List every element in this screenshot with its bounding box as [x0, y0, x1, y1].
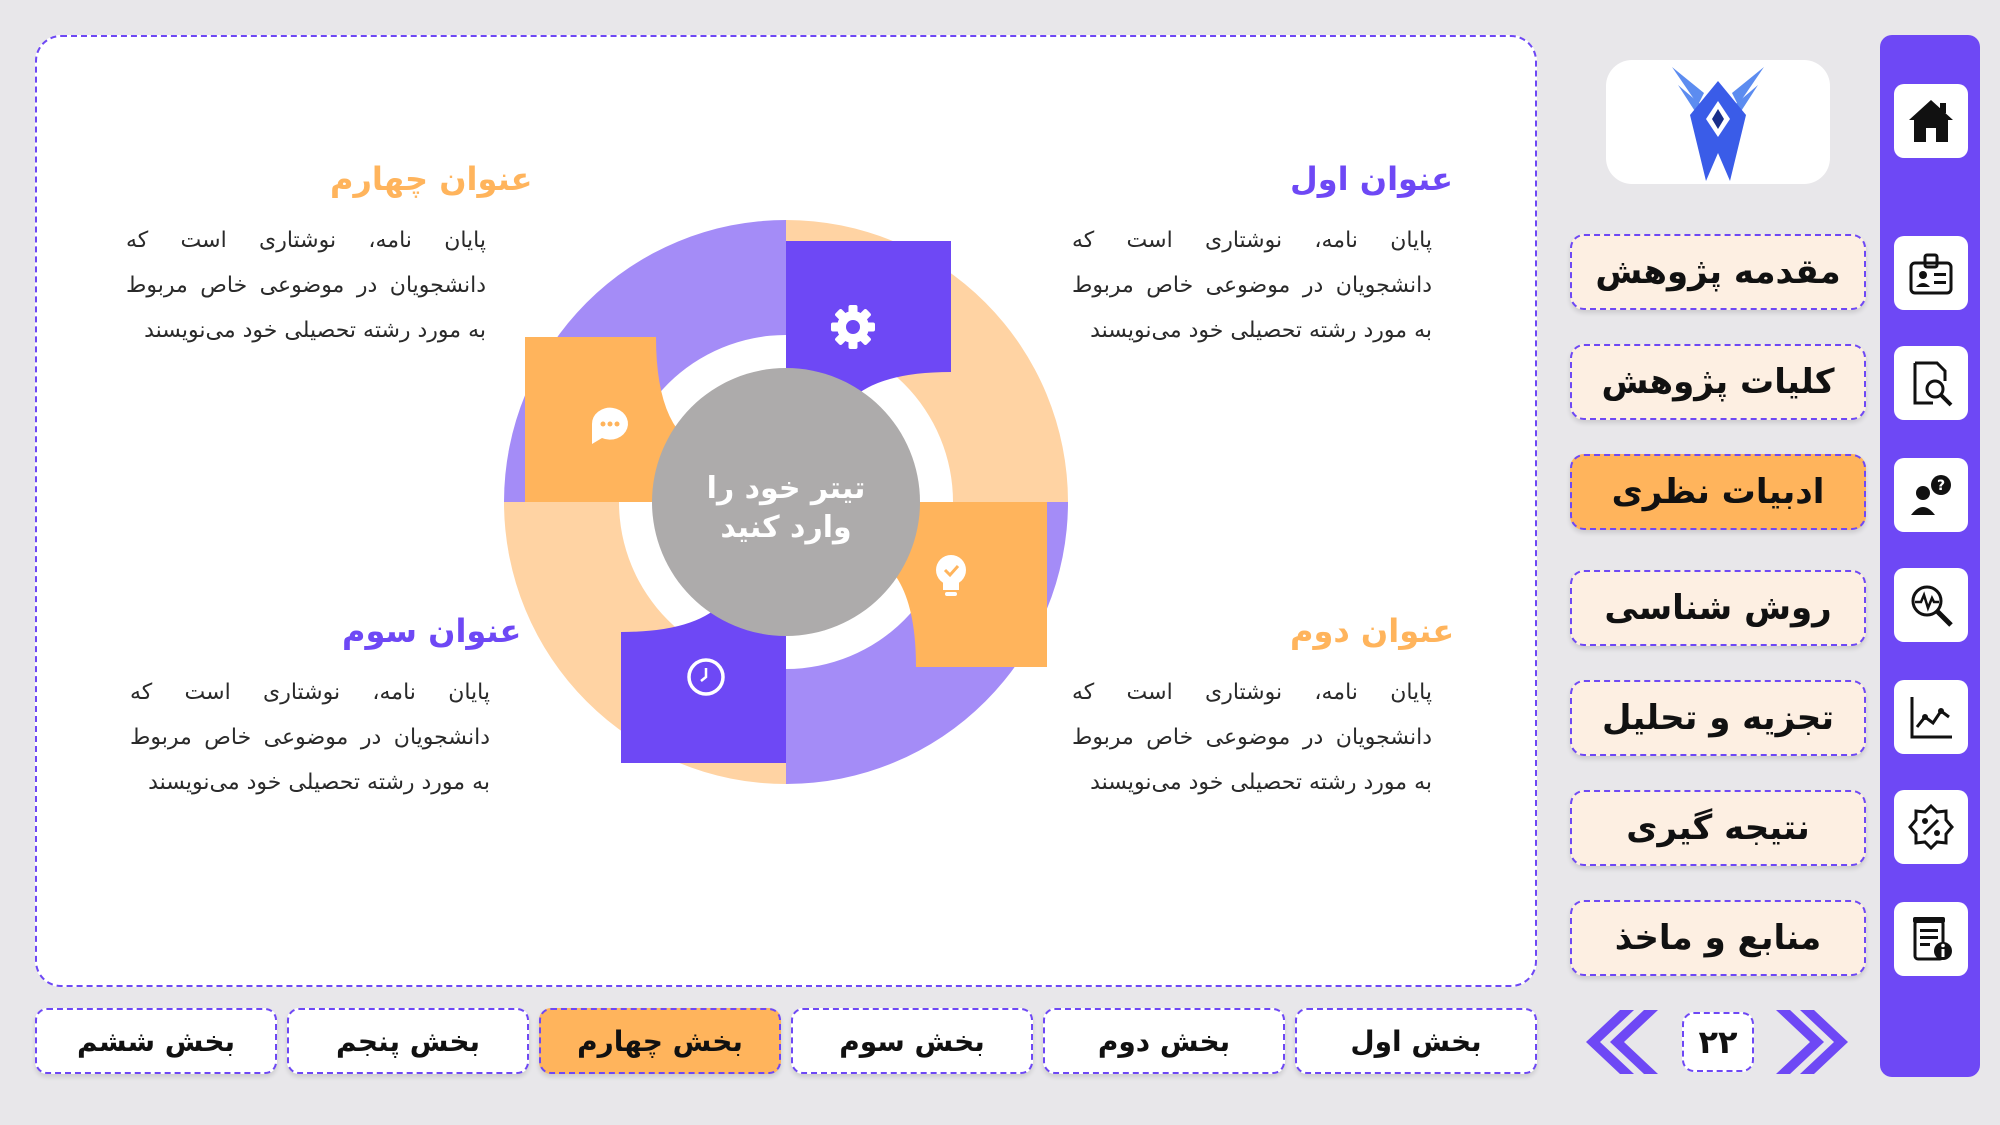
menu-theory-button[interactable]: ادبیات نظری [1570, 454, 1866, 530]
center-title-line-2: وارد کنید [720, 510, 852, 545]
item-3-text: پایان نامه، نوشتاری است که دانشجویان در موضوعی خاص مربوط به مورد رشته تحصیلی خود می‌نویسند [130, 680, 490, 795]
line-chart-icon [1907, 693, 1955, 741]
sidebar-icon-generalities[interactable] [1894, 346, 1968, 420]
page-number: ۲۲ [1682, 1012, 1754, 1072]
item-4-title: عنوان چهارم [330, 160, 533, 198]
prev-arrow-icon[interactable] [1582, 1006, 1658, 1078]
tab-section-3[interactable]: بخش سوم [791, 1008, 1033, 1074]
menu-conclusion-button[interactable]: نتیجه گیری [1570, 790, 1866, 866]
sidebar-icon-references[interactable] [1894, 902, 1968, 976]
sidebar-icon-analysis[interactable] [1894, 680, 1968, 754]
item-2-text: پایان نامه، نوشتاری است که دانشجویان در موضوعی خاص مربوط به مورد رشته تحصیلی خود می‌نویسند [1072, 680, 1432, 795]
user-question-icon [1907, 471, 1955, 519]
university-logo-icon [1668, 63, 1768, 181]
home-icon [1906, 96, 1956, 146]
menu-analysis-button[interactable]: تجزیه و تحلیل [1570, 680, 1866, 756]
item-3-title: عنوان سوم [342, 612, 522, 650]
sidebar-icon-theory[interactable] [1894, 458, 1968, 532]
next-arrow-icon[interactable] [1776, 1006, 1852, 1078]
item-4-text: پایان نامه، نوشتاری است که دانشجویان در موضوعی خاص مربوط به مورد رشته تحصیلی خود می‌نویسند [126, 228, 486, 343]
logo-box [1606, 60, 1830, 184]
magnifier-pulse-icon [1907, 581, 1955, 629]
gear-icon [831, 305, 875, 349]
document-search-icon [1907, 359, 1955, 407]
center-title-line-1: تیتر خود را [706, 471, 866, 506]
sidebar-icon-intro[interactable] [1894, 236, 1968, 310]
svg-text:?: ? [1936, 478, 1946, 494]
id-card-icon [1907, 249, 1955, 297]
tab-section-4[interactable]: بخش چهارم [539, 1008, 781, 1074]
item-1-text: پایان نامه، نوشتاری است که دانشجویان در موضوعی خاص مربوط به مورد رشته تحصیلی خود می‌نویسند [1072, 228, 1432, 343]
item-1-title: عنوان اول [1290, 160, 1454, 198]
tab-section-5[interactable]: بخش پنجم [287, 1008, 529, 1074]
tab-section-2[interactable]: بخش دوم [1043, 1008, 1285, 1074]
item-2-title: عنوان دوم [1290, 612, 1455, 650]
menu-intro-button[interactable]: مقدمه پژوهش [1570, 234, 1866, 310]
tab-section-6[interactable]: بخش ششم [35, 1008, 277, 1074]
sidebar-icon-conclusion[interactable] [1894, 790, 1968, 864]
percent-badge-icon [1907, 803, 1955, 851]
sidebar-icon-methodology[interactable] [1894, 568, 1968, 642]
home-button[interactable] [1894, 84, 1968, 158]
menu-methodology-button[interactable]: روش شناسی [1570, 570, 1866, 646]
menu-generalities-button[interactable]: کلیات پژوهش [1570, 344, 1866, 420]
menu-references-button[interactable]: منابع و ماخذ [1570, 900, 1866, 976]
tab-section-1[interactable]: بخش اول [1295, 1008, 1537, 1074]
document-info-icon [1907, 915, 1955, 963]
